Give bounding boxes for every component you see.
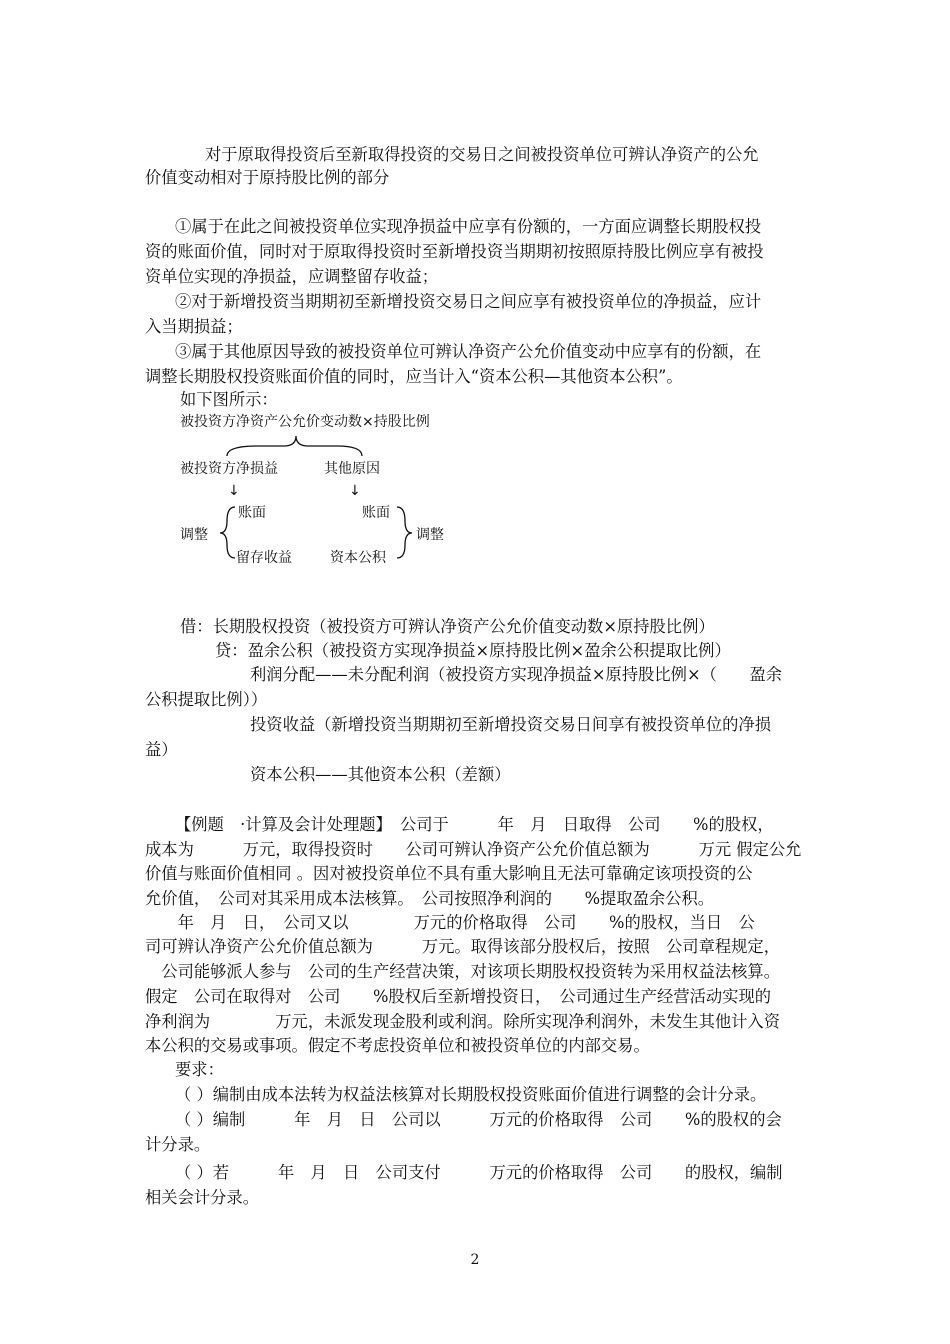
example-line-2: 成本为 万元，取得投资时 公司可辨认净资产公允价值总额为 万元 假定公允 — [145, 840, 802, 859]
diagram-brackets — [172, 410, 462, 575]
entry-credit-4: 资本公积——其他资本公积（差额） — [250, 765, 511, 784]
example-line-4: 允价值， 公司对其采用成本法核算。 公司按照净利润的 %提取盈余公积。 — [145, 889, 715, 908]
requirement-1: （ ）编制由成本法转为权益法核算对长期股权投资账面价值进行调整的会计分录。 — [175, 1085, 767, 1104]
entry-credit-2-line-1: 利润分配——未分配利润（被投资方实现净损益×原持股比例×（ 盈余 — [250, 665, 783, 684]
diagram-top-label: 被投资方净资产公允价变动数×持股比例 — [180, 414, 430, 430]
diagram-book-left: 账面 — [238, 505, 266, 521]
arrow-down-icon: ↓ — [228, 483, 240, 499]
diagram-right-branch: 其他原因 — [324, 461, 380, 477]
requirement-2-line-1: （ ）编制 年 月 日 公司以 万元的价格取得 公司 %的股权的会 — [175, 1110, 782, 1129]
point-2-line-2: 入当期损益； — [145, 317, 243, 336]
diagram-book-right: 账面 — [362, 505, 390, 521]
point-1-line-3: 资单位实现的净损益，应调整留存收益； — [145, 267, 439, 286]
point-2-line-1: ②对于新增投资当期期初至新增投资交易日之间应享有被投资单位的净损益，应计 — [175, 292, 762, 311]
requirements-title: 要求： — [175, 1060, 224, 1079]
entry-credit-1: 贷：盈余公积（被投资方实现净损益×原持股比例×盈余公积提取比例） — [215, 641, 731, 660]
example-line-10: 本公积的交易或事项。假定不考虑投资单位和被投资单位的内部交易。 — [145, 1036, 650, 1055]
intro-line-2: 价值变动相对于原持股比例的部分 — [145, 168, 390, 187]
adjustment-diagram — [172, 410, 462, 575]
intro-line-1: 对于原取得投资后至新取得投资的交易日之间被投资单位可辨认净资产的公允 — [205, 145, 759, 164]
example-line-6: 司可辨认净资产公允价值总额为 万元。取得该部分股权后，按照 公司章程规定， — [145, 937, 780, 956]
diagram-retained-earnings: 留存收益 — [236, 550, 292, 566]
point-1-line-1: ①属于在此之间被投资单位实现净损益中应享有份额的，一方面应调整长期股权投 — [175, 217, 762, 236]
example-line-7: 公司能够派人参与 公司的生产经营决策，对该项长期股权投资转为采用权益法核算。 — [145, 962, 780, 981]
diagram-left-branch: 被投资方净损益 — [180, 461, 278, 477]
diagram-adjust-right: 调整 — [416, 527, 444, 543]
figure-intro: 如下图所示： — [180, 390, 278, 409]
example-line-1: 【例题 ·计算及会计处理题】 公司于 年 月 日取得 公司 %的股权， — [175, 815, 774, 834]
requirement-3-line-2: 相关会计分录。 — [145, 1188, 259, 1207]
example-line-8: 假定 公司在取得对 公司 %股权后至新增投资日， 公司通过生产经营活动实现的 — [145, 987, 772, 1006]
diagram-adjust-left: 调整 — [180, 527, 208, 543]
example-line-3: 价值与账面价值相同 。因对被投资单位不具有重大影响且无法可靠确定该项投资的公 — [145, 864, 753, 883]
point-3-line-2: 调整长期股权投资账面价值的同时，应当计入“资本公积—其他资本公积”。 — [145, 367, 683, 386]
point-1-line-2: 资的账面价值，同时对于原取得投资时至新增投资当期期初按照原持股比例应享有被投 — [145, 242, 764, 261]
entry-debit: 借：长期股权投资（被投资方可辨认净资产公允价值变动数×原持股比例） — [180, 617, 715, 636]
point-3-line-1: ③属于其他原因导致的被投资单位可辨认净资产公允价值变动中应享有的份额，在 — [175, 342, 762, 361]
arrow-down-icon: ↓ — [349, 483, 361, 499]
page-number: 2 — [470, 1252, 480, 1268]
entry-credit-3-line-2: 益） — [145, 740, 178, 759]
example-line-5: 年 月 日， 公司又以 万元的价格取得 公司 %的股权，当日 公 — [145, 913, 755, 932]
requirement-2-line-2: 计分录。 — [145, 1135, 211, 1154]
entry-credit-2-line-2: 公积提取比例）） — [145, 690, 268, 709]
entry-credit-3-line-1: 投资收益（新增投资当期期初至新增投资交易日间享有被投资单位的净损 — [250, 715, 772, 734]
requirement-3-line-1: （ ）若 年 月 日 公司支付 万元的价格取得 公司 的股权，编制 — [175, 1163, 783, 1182]
diagram-capital-reserve: 资本公积 — [330, 550, 386, 566]
example-line-9: 净利润为 万元，未派发现金股利或利润。除所实现净利润外，未发生其他计入资 — [145, 1012, 780, 1031]
